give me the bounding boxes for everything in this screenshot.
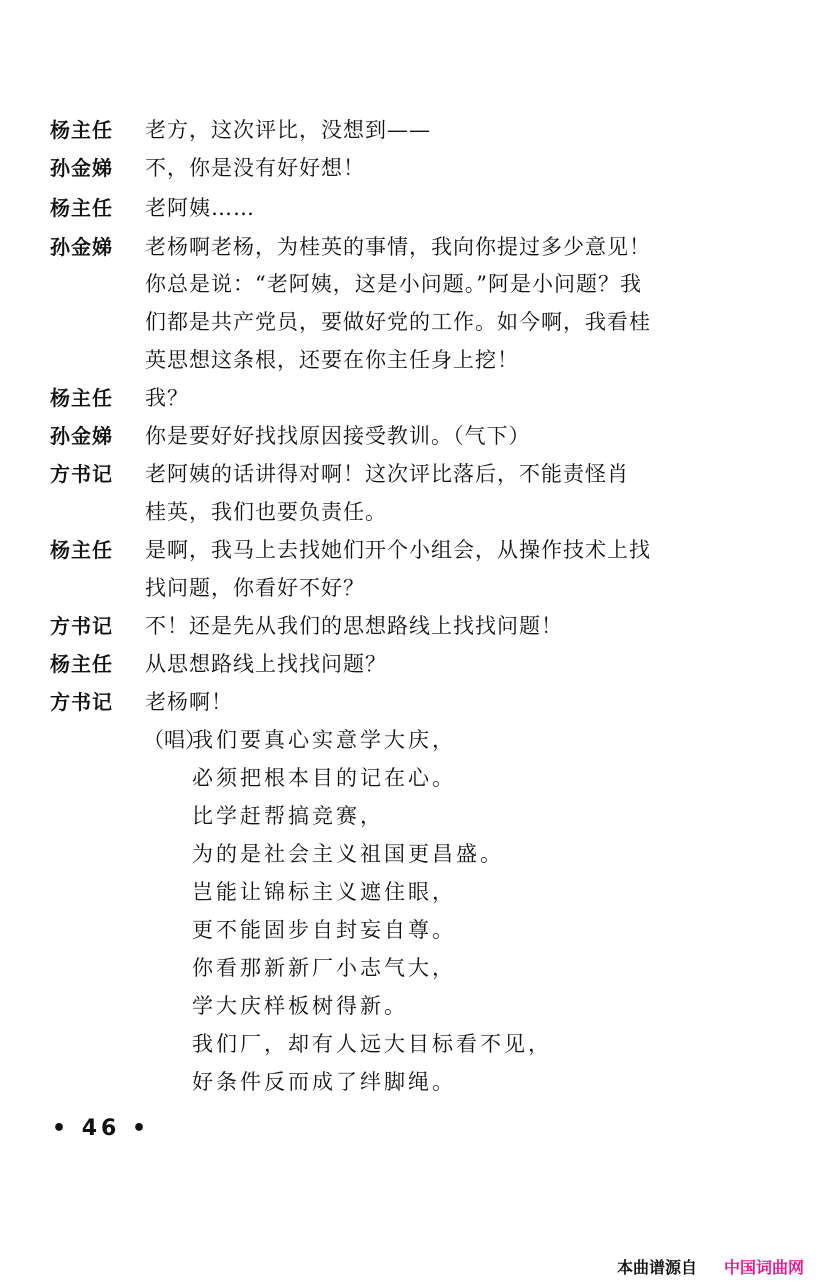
dialogue-text: 老杨啊老杨，为桂英的事情，我向你提过多少意见！ xyxy=(145,235,651,259)
dialogue-text: 我？ xyxy=(145,386,189,410)
dialogue-text: 老杨啊！ xyxy=(145,690,233,714)
dialogue-text: 老方，这次评比，没想到—— xyxy=(145,118,431,142)
song-lyric: 我们要真心实意学大庆， xyxy=(192,728,456,752)
source-label: 本曲谱源自 xyxy=(617,1258,698,1277)
dialogue-text: 桂英，我们也要负责任。 xyxy=(145,500,387,524)
song-lyric: 学大庆样板树得新。 xyxy=(192,994,408,1018)
song-lyric: 为的是社会主义祖国更昌盛。 xyxy=(192,842,504,866)
dialogue-text: 英思想这条根，还要在你主任身上挖！ xyxy=(145,348,519,372)
speaker-name: 杨主任 xyxy=(50,652,113,676)
song-lyric: 我们厂，却有人远大目标看不见， xyxy=(192,1032,552,1056)
site-name-link[interactable]: 中国词曲网 xyxy=(724,1258,805,1277)
speaker-name: 杨主任 xyxy=(50,196,113,220)
song-lyric: 你看那新新厂小志气大， xyxy=(192,956,456,980)
dialogue-text: 老阿姨…… xyxy=(145,196,255,220)
dialogue-text: 你是要好好找找原因接受教训。（气下） xyxy=(145,424,531,448)
speaker-name: 方书记 xyxy=(50,690,113,714)
dialogue-text: 是啊，我马上去找她们开个小组会，从操作技术上找 xyxy=(145,538,651,562)
dialogue-text: 从思想路线上找找问题？ xyxy=(145,652,387,676)
speaker-name: 杨主任 xyxy=(50,118,113,142)
speaker-name: 孙金娣 xyxy=(50,424,113,448)
dialogue-text: 老阿姨的话讲得对啊！这次评比落后，不能责怪肖 xyxy=(145,462,629,486)
page-number: • 46 • xyxy=(52,1116,151,1141)
speaker-name: 方书记 xyxy=(50,462,113,486)
song-lyric: 必须把根本目的记在心。 xyxy=(192,766,456,790)
song-lyric: 更不能固步自封妄自尊。 xyxy=(192,918,456,942)
speaker-name: 杨主任 xyxy=(50,538,113,562)
song-lyric: 好条件反而成了绊脚绳。 xyxy=(192,1070,456,1094)
dialogue-text: 不，你是没有好好想！ xyxy=(145,156,365,180)
song-lyric: 岂能让锦标主义遮住眼， xyxy=(192,880,456,904)
dialogue-text: 找问题，你看好不好？ xyxy=(145,576,365,600)
sing-tag: （唱） xyxy=(143,728,206,752)
song-lyric: 比学赶帮搞竞赛， xyxy=(192,804,384,828)
speaker-name: 孙金娣 xyxy=(50,156,113,180)
speaker-name: 方书记 xyxy=(50,614,113,638)
speaker-name: 杨主任 xyxy=(50,386,113,410)
dialogue-text: 们都是共产党员，要做好党的工作。如今啊，我看桂 xyxy=(145,310,651,334)
dialogue-text: 你总是说：“老阿姨，这是小问题。”阿是小问题？我 xyxy=(145,272,642,296)
speaker-name: 孙金娣 xyxy=(50,235,113,259)
dialogue-text: 不！还是先从我们的思想路线上找找问题！ xyxy=(145,614,563,638)
